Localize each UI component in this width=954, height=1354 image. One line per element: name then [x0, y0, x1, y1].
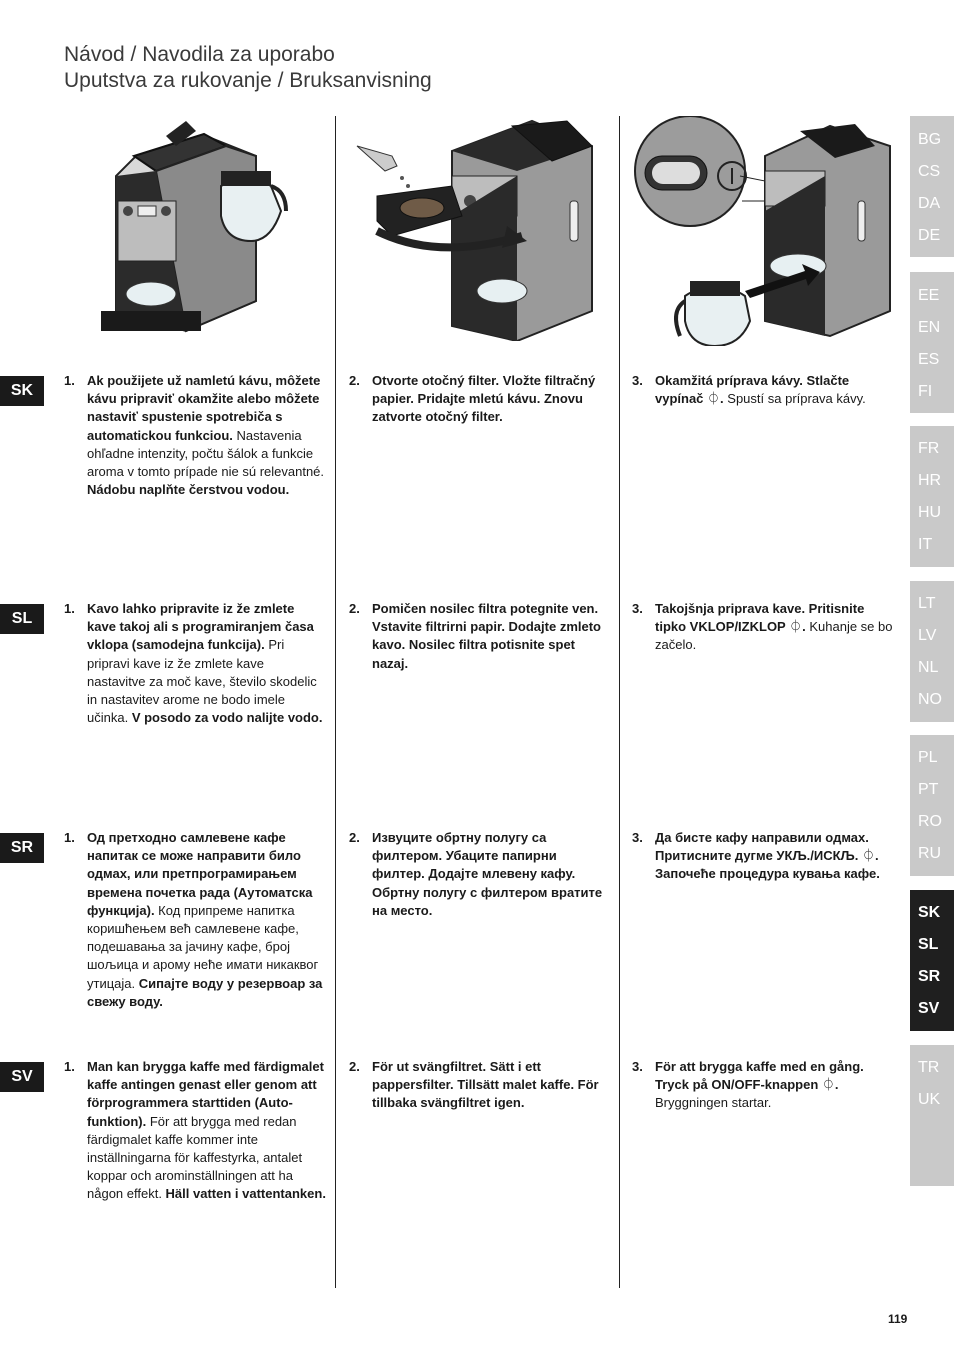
step-number: 2.: [349, 373, 360, 388]
sidebar-item[interactable]: HR: [918, 472, 942, 489]
sidebar-item[interactable]: BG: [918, 131, 942, 148]
sl-step-2: [349, 600, 611, 673]
sidebar-group: [910, 426, 954, 567]
power-button-icon: ⏀: [707, 391, 721, 407]
step-bold-text: Да бисте кафу направили одмах. Притисните дугме УКЉ./ИСКЉ.: [655, 830, 869, 864]
sidebar-item[interactable]: TR: [918, 1059, 940, 1076]
language-tab-sr: SR: [0, 833, 44, 863]
step-text: För att brygga med redan färdigmalet kaffe kommer inte inställningarna för kaffestyrka, antalet koppar och arominställningen att ha någon effekt.: [87, 1113, 303, 1202]
step-bold-text: Takojšnja priprava kave. Pritisnite tipko VKLOP/IZKLOP: [655, 601, 865, 635]
sl-step-3: [632, 600, 894, 655]
sidebar-item-sl[interactable]: SL: [918, 936, 939, 953]
sidebar-item[interactable]: DE: [918, 227, 941, 244]
step-bold-text: Pomičen nosilec filtra potegnite ven. Vstavite filtrirni papir. Dodajte zmleto kavo. Nosilec filtra potisnite spet nazaj.: [372, 601, 601, 671]
sidebar-group: [910, 116, 954, 257]
sk-step-3: [632, 372, 894, 408]
sidebar-group: [910, 1045, 954, 1186]
step-bold-text: Man kan brygga kaffe med färdigmalet kaffe antingen genast eller genom att förprogrammera starttiden (Auto-funktion).: [87, 1059, 324, 1129]
step-number: 3.: [632, 1059, 643, 1074]
step-number: 2.: [349, 830, 360, 845]
language-tab-sl: SL: [0, 604, 44, 634]
sidebar-item[interactable]: FR: [918, 440, 940, 457]
sr-step-3: [632, 829, 894, 884]
step-number: 2.: [349, 1059, 360, 1074]
sl-step-1: [64, 600, 326, 727]
step-bold-text: Извуците обртну полугу са филтером. Убаците папирни филтер. Додајте млевену кафу. Обртну полугу с филтером вратите на место.: [372, 830, 603, 918]
sk-step-1: [64, 372, 326, 499]
step-number: 1.: [64, 830, 75, 845]
sidebar-item[interactable]: CS: [918, 163, 941, 180]
sr-step-1: [64, 829, 326, 1011]
step-number: 3.: [632, 601, 643, 616]
sv-step-2: [349, 1058, 611, 1113]
title-line-2: Uputstva za rukovanje / Bruksanvisning: [64, 69, 432, 92]
coffee-maker-power-button-illustration: [630, 116, 900, 346]
title-line-1: Návod / Navodila za uporabo: [64, 43, 335, 66]
sidebar-item[interactable]: HU: [918, 504, 942, 521]
step-bold-text: Okamžitá príprava kávy. Stlačte vypínač: [655, 373, 850, 407]
step-bold-text: Nádobu naplňte čerstvou vodou.: [87, 482, 290, 498]
sidebar-item[interactable]: PL: [918, 749, 938, 766]
step-bold-text: Otvorte otočný filter. Vložte filtračný papier. Pridajte mletú kávu. Znovu zatvorte otočný filter.: [372, 373, 596, 425]
page-number: 119: [888, 1312, 908, 1326]
step-bold-text: .: [802, 619, 806, 635]
language-tab-sv: SV: [0, 1062, 44, 1092]
step-bold-text: Ak použijete už namletú kávu, môžete kávu pripraviť okamžite alebo môžete nastaviť spustenie spotrebiča s automatickou funkciou.: [87, 373, 321, 443]
step-number: 1.: [64, 601, 75, 616]
sidebar-item[interactable]: FI: [918, 383, 933, 400]
step-text: Kuhanje se bo začelo.: [655, 619, 893, 653]
sidebar-item[interactable]: NL: [918, 659, 939, 676]
coffee-maker-carafe-illustration: [96, 116, 306, 341]
step-bold-text: .: [834, 1077, 839, 1093]
sidebar-item[interactable]: IT: [918, 536, 933, 553]
sidebar-item[interactable]: RO: [918, 813, 942, 830]
step-bold-text: .: [720, 391, 724, 407]
step-bold-text: V posodo za vodo nalijte vodo.: [131, 710, 323, 726]
sidebar-item[interactable]: LT: [918, 595, 936, 612]
sv-step-1: [64, 1058, 326, 1204]
step-bold-text: För att brygga kaffe med en gång. Tryck på ON/OFF-knappen: [655, 1059, 864, 1093]
step-number: 1.: [64, 1059, 75, 1074]
sidebar-item[interactable]: ES: [918, 351, 940, 368]
step-text: Spustí sa príprava kávy.: [723, 391, 866, 407]
step-text: Bryggningen startar.: [655, 1095, 772, 1111]
sidebar-item-sr[interactable]: SR: [918, 968, 941, 985]
sidebar-item[interactable]: DA: [918, 195, 941, 212]
power-button-icon: ⏀: [821, 1077, 835, 1093]
sidebar-group: [910, 272, 954, 413]
power-button-icon: ⏀: [862, 848, 876, 864]
step-bold-text: För ut svängfiltret. Sätt i ett pappersfilter. Tillsätt malet kaffe. För tillbaka svängfiltret igen.: [372, 1059, 599, 1111]
column-divider: [619, 116, 620, 1288]
sidebar-item[interactable]: LV: [918, 627, 937, 644]
sidebar-item-sv[interactable]: SV: [918, 1000, 940, 1017]
sidebar-item-sk[interactable]: SK: [918, 904, 941, 921]
sidebar-item[interactable]: NO: [918, 691, 942, 708]
step-bold-text: . Започеће процедура кувања кафе.: [655, 848, 880, 882]
sidebar-item[interactable]: PT: [918, 781, 939, 798]
step-text: Код припреме напитка коришћењем већ самлевене кафе, подешавања за јачину кафе, број шољица и арому неће имати никаквог утицаја.: [87, 902, 319, 991]
page-title: [64, 42, 432, 94]
step-bold-text: Од претходно самлевене кафе напитак се може направити било одмах, или претпрограмирањем времена почетка рада (Аутоматска функција).: [87, 830, 313, 918]
sidebar-item[interactable]: EE: [918, 287, 940, 304]
sidebar-group-active: [910, 890, 954, 1031]
column-divider: [335, 116, 336, 1288]
sidebar-item[interactable]: RU: [918, 845, 942, 862]
step-bold-text: Häll vatten i vattentanken.: [165, 1186, 326, 1202]
step-text: Pri pripravi kave iz že zmlete kave nastavitve za moč kave, število skodelic in nastavitev arome ne bodo imele učinka.: [87, 637, 317, 726]
sidebar-group: [910, 735, 954, 876]
step-number: 3.: [632, 830, 643, 845]
language-tab-sk: SK: [0, 376, 44, 406]
sidebar-group: [910, 581, 954, 722]
step-number: 2.: [349, 601, 360, 616]
coffee-maker-swing-filter-illustration: [352, 116, 602, 341]
step-number: 3.: [632, 373, 643, 388]
sv-step-3: [632, 1058, 894, 1113]
sidebar-item[interactable]: EN: [918, 319, 941, 336]
step-bold-text: Kavo lahko pripravite iz že zmlete kave takoj ali s programiranjem časa vklopa (samodejna funkcija).: [87, 601, 314, 653]
power-button-icon: ⏀: [789, 619, 803, 635]
sidebar-item[interactable]: UK: [918, 1091, 941, 1108]
sk-step-2: [349, 372, 611, 427]
step-bold-text: Сипајте воду у резервоар за свежу воду.: [87, 975, 323, 1009]
sr-step-2: [349, 829, 611, 920]
step-number: 1.: [64, 373, 75, 388]
step-text: Nastavenia ohľadne intenzity, počtu šálok a funkcie aroma v tomto prípade nie sú relevantné.: [87, 427, 325, 480]
